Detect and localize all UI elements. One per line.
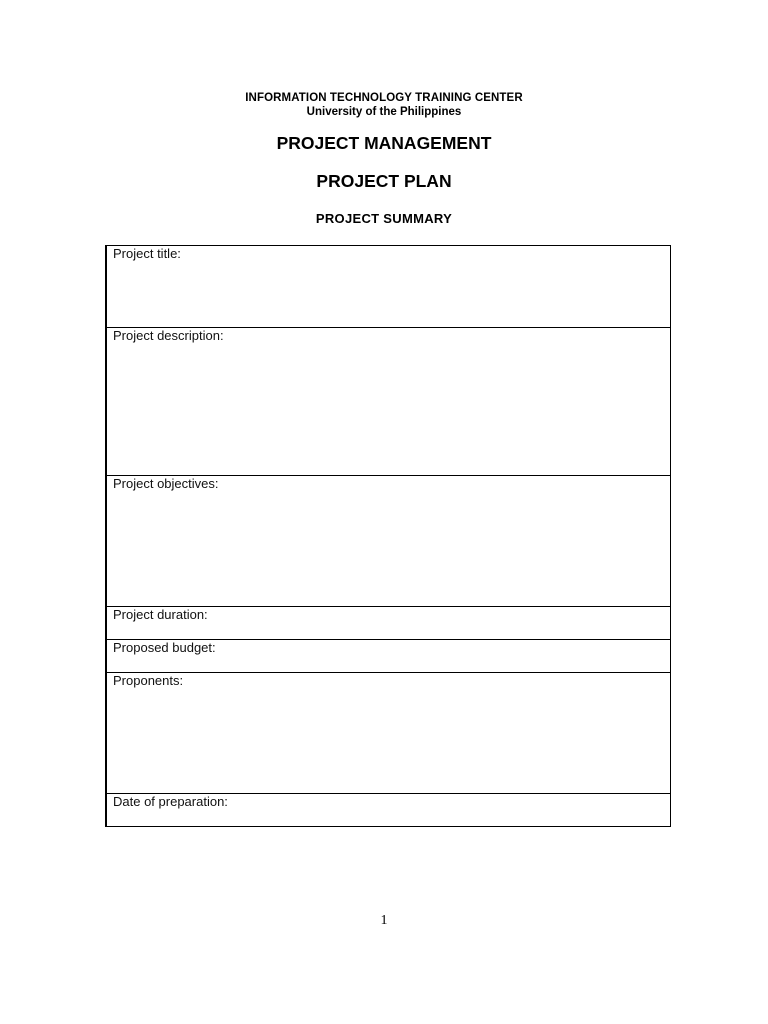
field-label: Date of preparation:	[113, 794, 228, 809]
date-of-preparation-field[interactable]	[107, 793, 670, 827]
proponents-field[interactable]	[107, 672, 670, 793]
project-objectives-field[interactable]	[107, 475, 670, 606]
university-name: University of the Philippines	[306, 106, 462, 118]
section-heading: PROJECT SUMMARY	[315, 211, 453, 226]
project-summary-table	[105, 245, 671, 827]
project-duration-field[interactable]	[107, 606, 670, 639]
page-number: 1	[380, 913, 388, 928]
proposed-budget-field[interactable]	[107, 639, 670, 672]
field-label: Project description:	[113, 328, 224, 343]
field-label: Proposed budget:	[113, 640, 216, 655]
document-title: PROJECT MANAGEMENT	[276, 133, 492, 153]
project-title-field[interactable]	[107, 246, 670, 328]
field-label: Project objectives:	[113, 476, 219, 491]
field-label: Project title:	[113, 246, 181, 261]
organization-name: INFORMATION TECHNOLOGY TRAINING CENTER	[245, 92, 523, 104]
field-label: Proponents:	[113, 673, 184, 688]
document-subtitle: PROJECT PLAN	[316, 171, 452, 191]
field-label: Project duration:	[113, 607, 208, 622]
project-description-field[interactable]	[107, 327, 670, 475]
